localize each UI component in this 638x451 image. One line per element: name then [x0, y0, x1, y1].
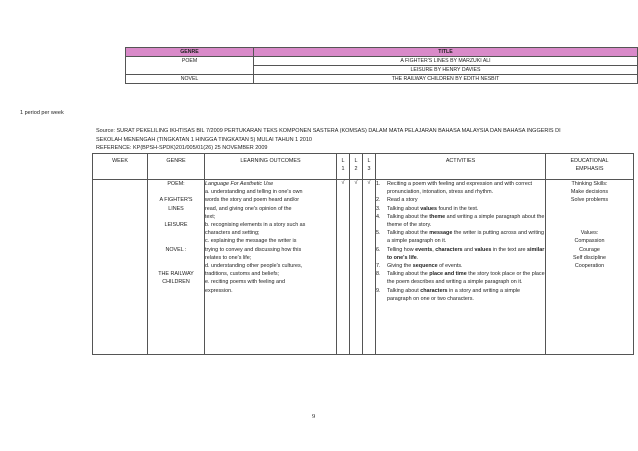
- activity-text: Telling how: [387, 246, 416, 253]
- genre-line: [148, 262, 204, 270]
- emphasis-header-line-2: EMPHASIS: [575, 166, 604, 172]
- activity-keyword: message: [429, 230, 453, 237]
- genre-line: POEM:: [167, 181, 185, 187]
- activity-number: 1.: [376, 181, 381, 187]
- novel-row: [126, 75, 638, 84]
- activity-text: Talking about: [387, 205, 421, 212]
- title-header: TITLE: [254, 48, 638, 57]
- activity-text: Talking about: [387, 287, 421, 294]
- activity-text: .: [416, 254, 419, 261]
- scheme-of-work-table: [92, 153, 634, 355]
- poem-row-1: [126, 57, 638, 66]
- activity-item: [376, 287, 545, 303]
- poem-label: POEM: [126, 57, 254, 75]
- activity-keyword: sequence: [412, 263, 438, 270]
- emphasis-line: Compassion: [574, 238, 605, 245]
- week-header: WEEK: [93, 154, 148, 180]
- activity-item: [376, 213, 545, 229]
- outcomes-cell: [205, 180, 337, 355]
- l2-letter: L: [354, 158, 358, 164]
- activity-text: found in the text.: [437, 205, 479, 212]
- emphasis-line: Make decisions: [570, 189, 609, 196]
- outcome-line: c. explaining the message the writer is: [205, 238, 297, 245]
- genre-line: A FIGHTER'S: [159, 197, 193, 204]
- genre-line: [148, 229, 204, 237]
- l3-number: 3: [367, 166, 371, 172]
- l2-tick: √: [350, 180, 363, 355]
- activity-keyword: characters: [435, 246, 463, 253]
- outcome-line: trying to convey and discussing how this: [205, 246, 302, 253]
- activity-item: [376, 205, 545, 213]
- emphasis-line: [546, 221, 633, 229]
- outcome-line: read, and giving one's opinion of the: [205, 205, 292, 212]
- activity-text: Talking about the: [387, 213, 430, 220]
- genre-line: CHILDREN: [162, 279, 190, 286]
- genre-col-header: GENRE: [148, 154, 205, 180]
- outcome-line: characters and setting;: [205, 230, 260, 237]
- activity-text: Giving the: [387, 263, 413, 270]
- activity-item: [376, 229, 545, 245]
- l1-number: 1: [341, 166, 345, 172]
- activity-number: 9.: [376, 287, 381, 294]
- activity-text: ,: [432, 246, 436, 253]
- activity-keyword: similar to one's life: [387, 246, 545, 261]
- emphasis-header: [546, 154, 634, 180]
- activity-text: the story took place or the place the poem describes and writing a simple paragraph on it.: [387, 271, 545, 286]
- activities-list: [376, 180, 545, 303]
- activity-text: Reciting a poem with feeling and expression and with correct pronunciation, intonation, stress and rhythm.: [387, 181, 533, 196]
- activity-number: 3.: [376, 205, 381, 212]
- l3-letter: L: [367, 158, 371, 164]
- activity-text: and writing a simple paragraph about the theme of the story.: [387, 213, 545, 229]
- emphasis-line: Cooperation: [574, 263, 605, 270]
- activity-item: [376, 262, 545, 270]
- emphasis-line: Self discipline: [573, 254, 606, 261]
- l1-tick: √: [337, 180, 350, 355]
- genre-line: THE RAILWAY: [158, 271, 194, 278]
- genre-header: GENRE: [126, 48, 254, 57]
- genre-title-header-row: [126, 48, 638, 57]
- content-row: [93, 180, 634, 355]
- activity-number: 6.: [376, 246, 381, 253]
- activity-number: 5.: [376, 230, 381, 237]
- outcome-line: d. understanding other people's cultures,: [205, 263, 303, 270]
- column-header-row: [93, 154, 634, 180]
- emphasis-line: Thinking Skills:: [571, 181, 608, 187]
- activities-header: ACTIVITIES: [376, 154, 546, 180]
- activity-keyword: values: [474, 246, 492, 253]
- outcome-line: b. recognising elements in a story such as: [205, 222, 306, 229]
- outcome-line: expression.: [205, 287, 233, 294]
- outcome-line: text;: [205, 213, 216, 220]
- emphasis-line: Courage: [579, 246, 600, 253]
- activity-item: [376, 246, 545, 262]
- l2-header: [350, 154, 363, 180]
- period-note: 1 period per week: [20, 110, 64, 116]
- activity-item: [376, 270, 545, 286]
- novel-title: THE RAILWAY CHILDREN BY EDITH NESBIT: [254, 75, 638, 84]
- outcomes-list: [205, 188, 336, 295]
- activity-text: in the text are: [491, 246, 528, 253]
- page-number: 9: [312, 413, 316, 420]
- novel-label: NOVEL: [126, 75, 254, 84]
- genre-line: LEISURE: [164, 222, 188, 229]
- activity-item: [376, 180, 545, 196]
- genre-line: [148, 188, 204, 196]
- activity-keyword: values: [420, 205, 438, 212]
- emphasis-header-line-1: EDUCATIONAL: [570, 158, 609, 164]
- activity-keyword: characters: [420, 287, 448, 294]
- source-line-3: REFERENCE: KP(BPSH-SPDK)201/005/01(26) 25 NOVEMBER 2009: [96, 145, 268, 151]
- l3-header: [363, 154, 376, 180]
- genre-line: NOVEL :: [165, 246, 187, 253]
- source-reference: [96, 127, 631, 153]
- activity-keyword: events: [415, 246, 433, 253]
- emphasis-line: [546, 213, 633, 221]
- activity-keyword: place and time: [429, 271, 467, 278]
- outcome-line: a. understanding and telling in one's own: [205, 189, 303, 196]
- activity-number: 7.: [376, 263, 381, 270]
- activity-text: of events.: [437, 263, 463, 270]
- activity-text: Talking about the: [387, 271, 430, 278]
- l1-header: [337, 154, 350, 180]
- activity-number: 8.: [376, 271, 381, 278]
- activity-text: Talking about the: [387, 230, 430, 237]
- outcomes-title: Language For Aesthetic Use: [205, 181, 274, 187]
- genre-line: [148, 237, 204, 245]
- outcome-line: e. reciting poems with feeling and: [205, 279, 286, 286]
- activity-item: [376, 196, 545, 204]
- l3-tick: √: [363, 180, 376, 355]
- activity-text: Read a story: [387, 197, 418, 204]
- genre-line: [148, 213, 204, 221]
- l2-number: 2: [354, 166, 358, 172]
- activity-keyword: theme: [429, 213, 446, 220]
- source-line-1: Source: SURAT PEKELILING IKHTISAS BIL 7/2009 PERTUKARAN TEKS KOMPONEN SASTERA (KOMSAS) DALAM MATA PELAJARAN BAHASA MALAYSIA DAN BAHASA INGGERIS DI: [96, 128, 561, 134]
- l1-letter: L: [341, 158, 345, 164]
- genre-title-table: [125, 47, 638, 84]
- source-line-2: SEKOLAH MENENGAH (TINGKATAN 1 HINGGA TINGKATAN 5) MULAI TAHUN 1 2010: [96, 136, 312, 143]
- genre-line: LINES: [168, 205, 184, 212]
- activity-number: 4.: [376, 213, 381, 220]
- activity-text: the writer is putting across and writing a simple paragraph on it.: [387, 230, 545, 245]
- poem-title-2: LEISURE BY HENRY DAVIES: [254, 66, 638, 75]
- genre-line: [148, 254, 204, 262]
- outcome-line: words the story and poem heard and/or: [205, 197, 300, 204]
- outcome-line: relates to one's life;: [205, 254, 252, 261]
- poem-title-1: A FIGHTER'S LINES BY MARZUKI ALI: [254, 57, 638, 66]
- emphasis-line: Values:: [580, 230, 599, 237]
- week-cell: [93, 180, 148, 355]
- activities-cell: [376, 180, 546, 355]
- activity-text: in a story and writing a simple paragraph on one or two characters.: [387, 287, 521, 302]
- genre-cell: [148, 180, 205, 355]
- emphasis-line: Solve problems: [570, 197, 609, 204]
- activity-text: and: [462, 246, 475, 253]
- emphasis-cell: [546, 180, 634, 355]
- outcomes-header: LEARNING OUTCOMES: [205, 154, 337, 180]
- outcome-line: traditions, customs and beliefs;: [205, 271, 280, 278]
- activity-number: 2.: [376, 197, 381, 204]
- emphasis-line: [546, 205, 633, 213]
